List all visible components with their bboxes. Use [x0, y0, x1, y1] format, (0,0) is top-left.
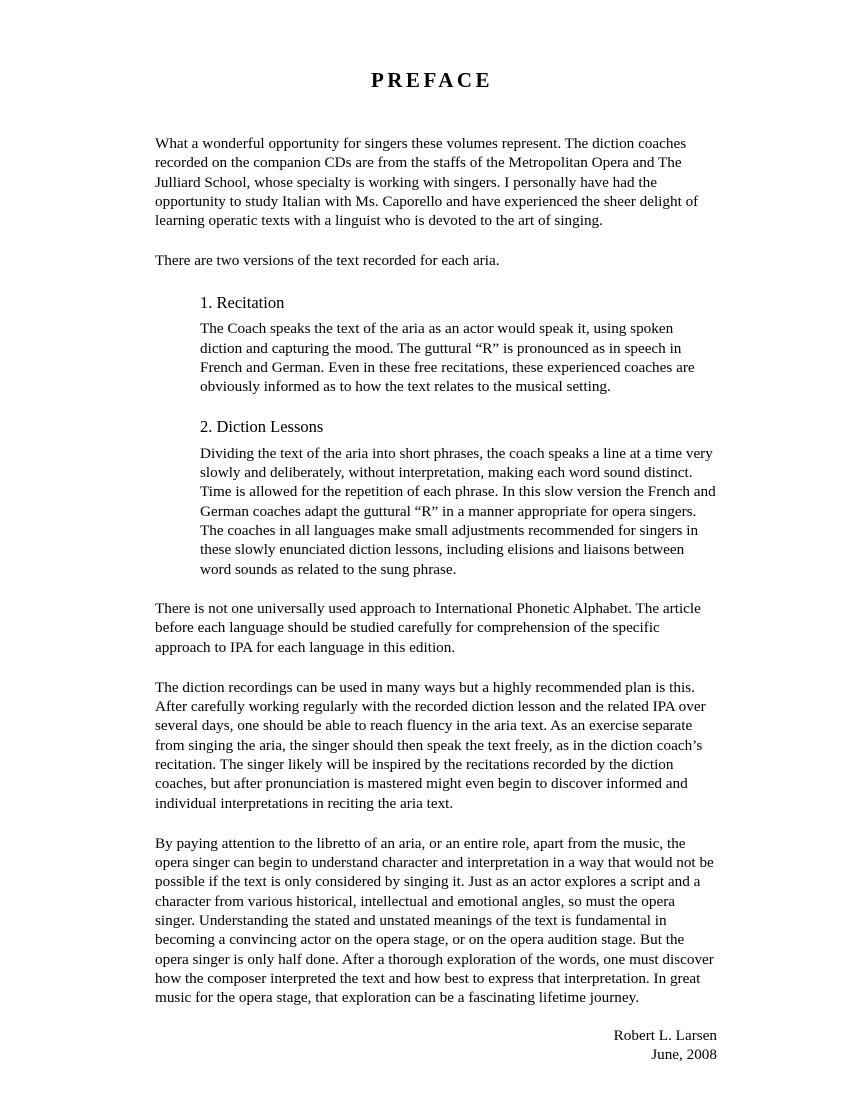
- signature-name: Robert L. Larsen: [613, 1026, 717, 1044]
- page-title: PREFACE: [370, 68, 494, 92]
- section-diction-lessons-heading: 2. Diction Lessons: [200, 417, 324, 437]
- paragraph-versions-lead: There are two versions of the text recorded for each aria.: [155, 252, 500, 270]
- section-recitation-heading: 1. Recitation: [200, 292, 285, 312]
- paragraph-libretto: By paying attention to the libretto of an aria, or an entire role, apart from the music, the opera singer can begin to understand character and interpretation in a way that would not be possible if the text is only considered by singing it. Just as an actor explores a script and a character from various historical, intellectual and emotional angles, so must the opera singer. Understanding the stated and unstated meanings of the text is fundamental in becoming a convincing actor on the opera stage, or on the opera audition stage. But the opera singer is only half done. After a thorough exploration of the words, one must discover how the composer interpreted the text and how best to express that interpretation. In great music for the opera stage, that exploration can be a fascinating lifetime journey.: [155, 834, 714, 1007]
- section-diction-lessons: [155, 416, 717, 579]
- paragraph-intro: What a wonderful opportunity for singers these volumes represent. The diction coaches recorded on the companion CDs are from the staffs of the Metropolitan Opera and The Julliard School, whose specialty is working with singers. I personally have had the opportunity to study Italian with Ms. Caporello and have experienced the sheer delight of learning operatic texts with a linguist who is devoted to the art of singing.: [155, 135, 699, 230]
- signature-date: June, 2008: [651, 1046, 717, 1064]
- section-diction-lessons-body: Dividing the text of the aria into short phrases, the coach speaks a line at a time very slowly and deliberately, without interpretation, making each word sound distinct. Time is allowed for the repetition of each phrase. In this slow version the French and German coaches adapt the guttural “R” in a manner appropriate for opera singers. The coaches in all languages make small adjustments recommended for singers in these slowly enunciated diction lessons, including elisions and liaisons between word sounds as related to the sung phrase.: [200, 444, 716, 578]
- section-recitation: [155, 292, 717, 397]
- section-recitation-body: The Coach speaks the text of the aria as an actor would speak it, using spoken diction and capturing the mood. The guttural “R” is pronounced as in speech in French and German. Even in these free recitations, these experienced coaches are obviously informed as to how the text relates to the musical setting.: [200, 320, 695, 396]
- paragraph-ipa: There is not one universally used approach to International Phonetic Alphabet. The article before each language should be studied carefully for comprehension of the specific approach to IPA for each language in this edition.: [155, 599, 701, 656]
- signature-block: [155, 1026, 717, 1066]
- paragraph-recordings: The diction recordings can be used in many ways but a highly recommended plan is this. After carefully working regularly with the recorded diction lesson and the related IPA over several days, one should be able to reach fluency in the aria text. As an exercise separate from singing the aria, the singer should then speak the text freely, as in the diction coach’s recitation. The singer likely will be inspired by the recitations recorded by the diction coaches, but after pronunciation is mastered might even begin to discover informed and individual interpretations in reciting the aria text.: [155, 678, 706, 812]
- document-body: [155, 134, 717, 1065]
